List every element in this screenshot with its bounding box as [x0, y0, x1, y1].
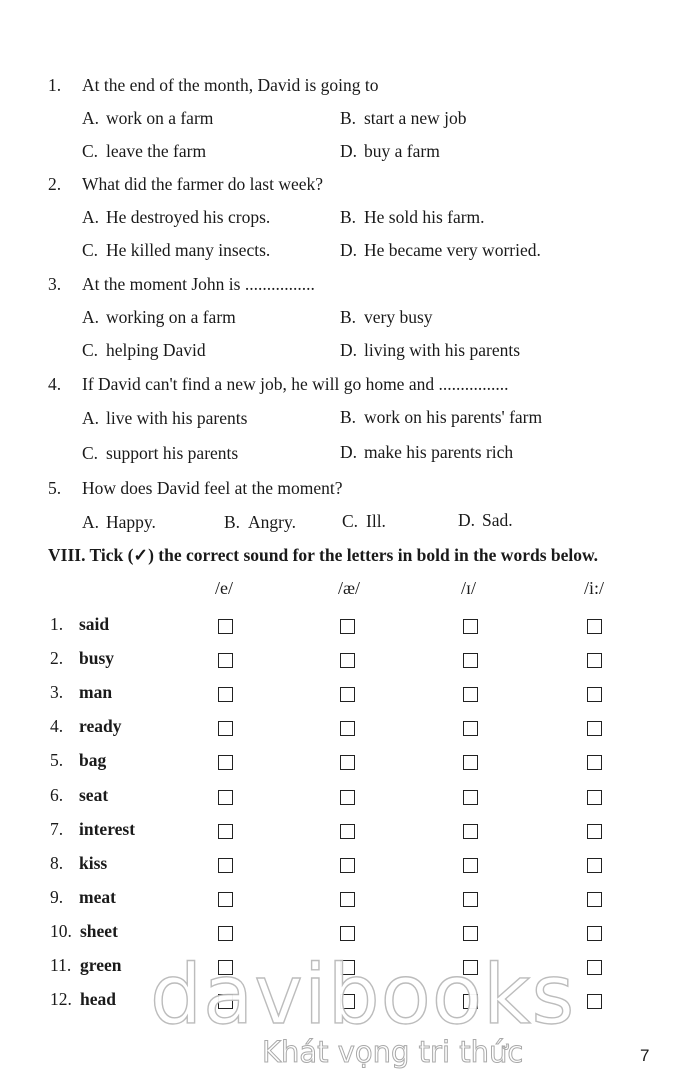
word-2: busy [79, 648, 115, 668]
checkbox-word1-long-i[interactable] [587, 619, 602, 634]
checkbox-word6-short-i[interactable] [463, 790, 478, 805]
option-4b: B. work on his parents' farm [340, 407, 543, 427]
word-6: seat [79, 785, 109, 805]
checkbox-word8-long-i[interactable] [587, 858, 602, 873]
sound-header-e: /e/ [215, 578, 233, 598]
checkbox-word4-short-i[interactable] [463, 721, 478, 736]
word-number-7: 7. [50, 819, 64, 839]
option-5c: C. Ill. [342, 511, 386, 531]
option-2b: B. He sold his farm. [340, 207, 485, 227]
sound-header-long-i: /i:/ [584, 578, 605, 598]
option-2d: D. He became very worried. [340, 240, 541, 260]
word-number-9: 9. [50, 887, 64, 907]
checkbox-word7-e[interactable] [218, 824, 233, 839]
word-number-3: 3. [50, 682, 64, 702]
option-1c: C. leave the farm [82, 141, 207, 161]
checkbox-word5-ae[interactable] [340, 755, 355, 770]
option-1d: D. buy a farm [340, 141, 440, 161]
option-4c: C. support his parents [82, 443, 239, 463]
checkbox-word6-ae[interactable] [340, 790, 355, 805]
word-9: meat [79, 887, 116, 907]
watermark-brand: davibooks [150, 948, 576, 1043]
checkbox-word4-ae[interactable] [340, 721, 355, 736]
option-4d: D. make his parents rich [340, 442, 514, 462]
page-number: 7 [640, 1046, 650, 1065]
checkbox-word1-ae[interactable] [340, 619, 355, 634]
option-3d: D. living with his parents [340, 340, 521, 360]
checkbox-word9-long-i[interactable] [587, 892, 602, 907]
checkbox-word3-e[interactable] [218, 687, 233, 702]
checkbox-word1-e[interactable] [218, 619, 233, 634]
word-4: ready [79, 716, 122, 736]
option-3a: A. working on a farm [82, 307, 236, 327]
checkbox-word4-e[interactable] [218, 721, 233, 736]
checkbox-word7-long-i[interactable] [587, 824, 602, 839]
checkbox-word8-ae[interactable] [340, 858, 355, 873]
word-11: green [80, 955, 122, 975]
option-2c: C. He killed many insects. [82, 240, 271, 260]
sound-header-short-i: /ɪ/ [461, 578, 477, 598]
word-number-1: 1. [50, 614, 64, 634]
option-5a: A. Happy. [82, 512, 156, 532]
word-1: said [79, 614, 110, 634]
checkbox-word3-short-i[interactable] [463, 687, 478, 702]
checkbox-word10-long-i[interactable] [587, 926, 602, 941]
checkbox-word8-short-i[interactable] [463, 858, 478, 873]
word-number-5: 5. [50, 750, 64, 770]
checkbox-word7-ae[interactable] [340, 824, 355, 839]
checkbox-word9-short-i[interactable] [463, 892, 478, 907]
option-1b: B. start a new job [340, 108, 467, 128]
word-number-8: 8. [50, 853, 64, 873]
checkbox-word10-e[interactable] [218, 926, 233, 941]
word-12: head [80, 989, 116, 1009]
watermark-slogan: Khát vọng tri thức [262, 1035, 524, 1069]
word-number-2: 2. [50, 648, 64, 668]
checkbox-word5-e[interactable] [218, 755, 233, 770]
word-3: man [79, 682, 113, 702]
checkbox-word9-e[interactable] [218, 892, 233, 907]
checkbox-word10-ae[interactable] [340, 926, 355, 941]
checkbox-word5-long-i[interactable] [587, 755, 602, 770]
word-number-4: 4. [50, 716, 64, 736]
checkbox-word12-long-i[interactable] [587, 994, 602, 1009]
checkbox-word5-short-i[interactable] [463, 755, 478, 770]
checkbox-word2-long-i[interactable] [587, 653, 602, 668]
word-number-11: 11. [50, 955, 72, 975]
checkbox-word2-ae[interactable] [340, 653, 355, 668]
section-heading: VIII. Tick (✓) the correct sound for the letters in bold in the words below. [48, 545, 599, 565]
checkbox-word1-short-i[interactable] [463, 619, 478, 634]
checkbox-word6-e[interactable] [218, 790, 233, 805]
word-7: interest [79, 819, 136, 839]
option-3b: B. very busy [340, 307, 433, 327]
checkbox-word4-long-i[interactable] [587, 721, 602, 736]
checkbox-word11-long-i[interactable] [587, 960, 602, 975]
checkbox-word8-e[interactable] [218, 858, 233, 873]
checkbox-word3-long-i[interactable] [587, 687, 602, 702]
checkbox-word6-long-i[interactable] [587, 790, 602, 805]
checkbox-word10-short-i[interactable] [463, 926, 478, 941]
word-10: sheet [80, 921, 118, 941]
option-1a: A. work on a farm [82, 108, 214, 128]
sound-header-ae: /æ/ [338, 578, 361, 598]
checkbox-word2-short-i[interactable] [463, 653, 478, 668]
option-4a: A. live with his parents [82, 408, 248, 428]
word-number-12: 12. [50, 989, 72, 1009]
checkbox-word7-short-i[interactable] [463, 824, 478, 839]
option-2a: A. He destroyed his crops. [82, 207, 271, 227]
checkbox-word3-ae[interactable] [340, 687, 355, 702]
option-5d: D. Sad. [458, 510, 513, 530]
word-8: kiss [79, 853, 108, 873]
word-number-10: 10. [50, 921, 72, 941]
checkbox-word2-e[interactable] [218, 653, 233, 668]
option-3c: C. helping David [82, 340, 206, 360]
checkbox-word9-ae[interactable] [340, 892, 355, 907]
word-5: bag [79, 750, 107, 770]
option-5b: B. Angry. [224, 512, 296, 532]
word-number-6: 6. [50, 785, 64, 805]
